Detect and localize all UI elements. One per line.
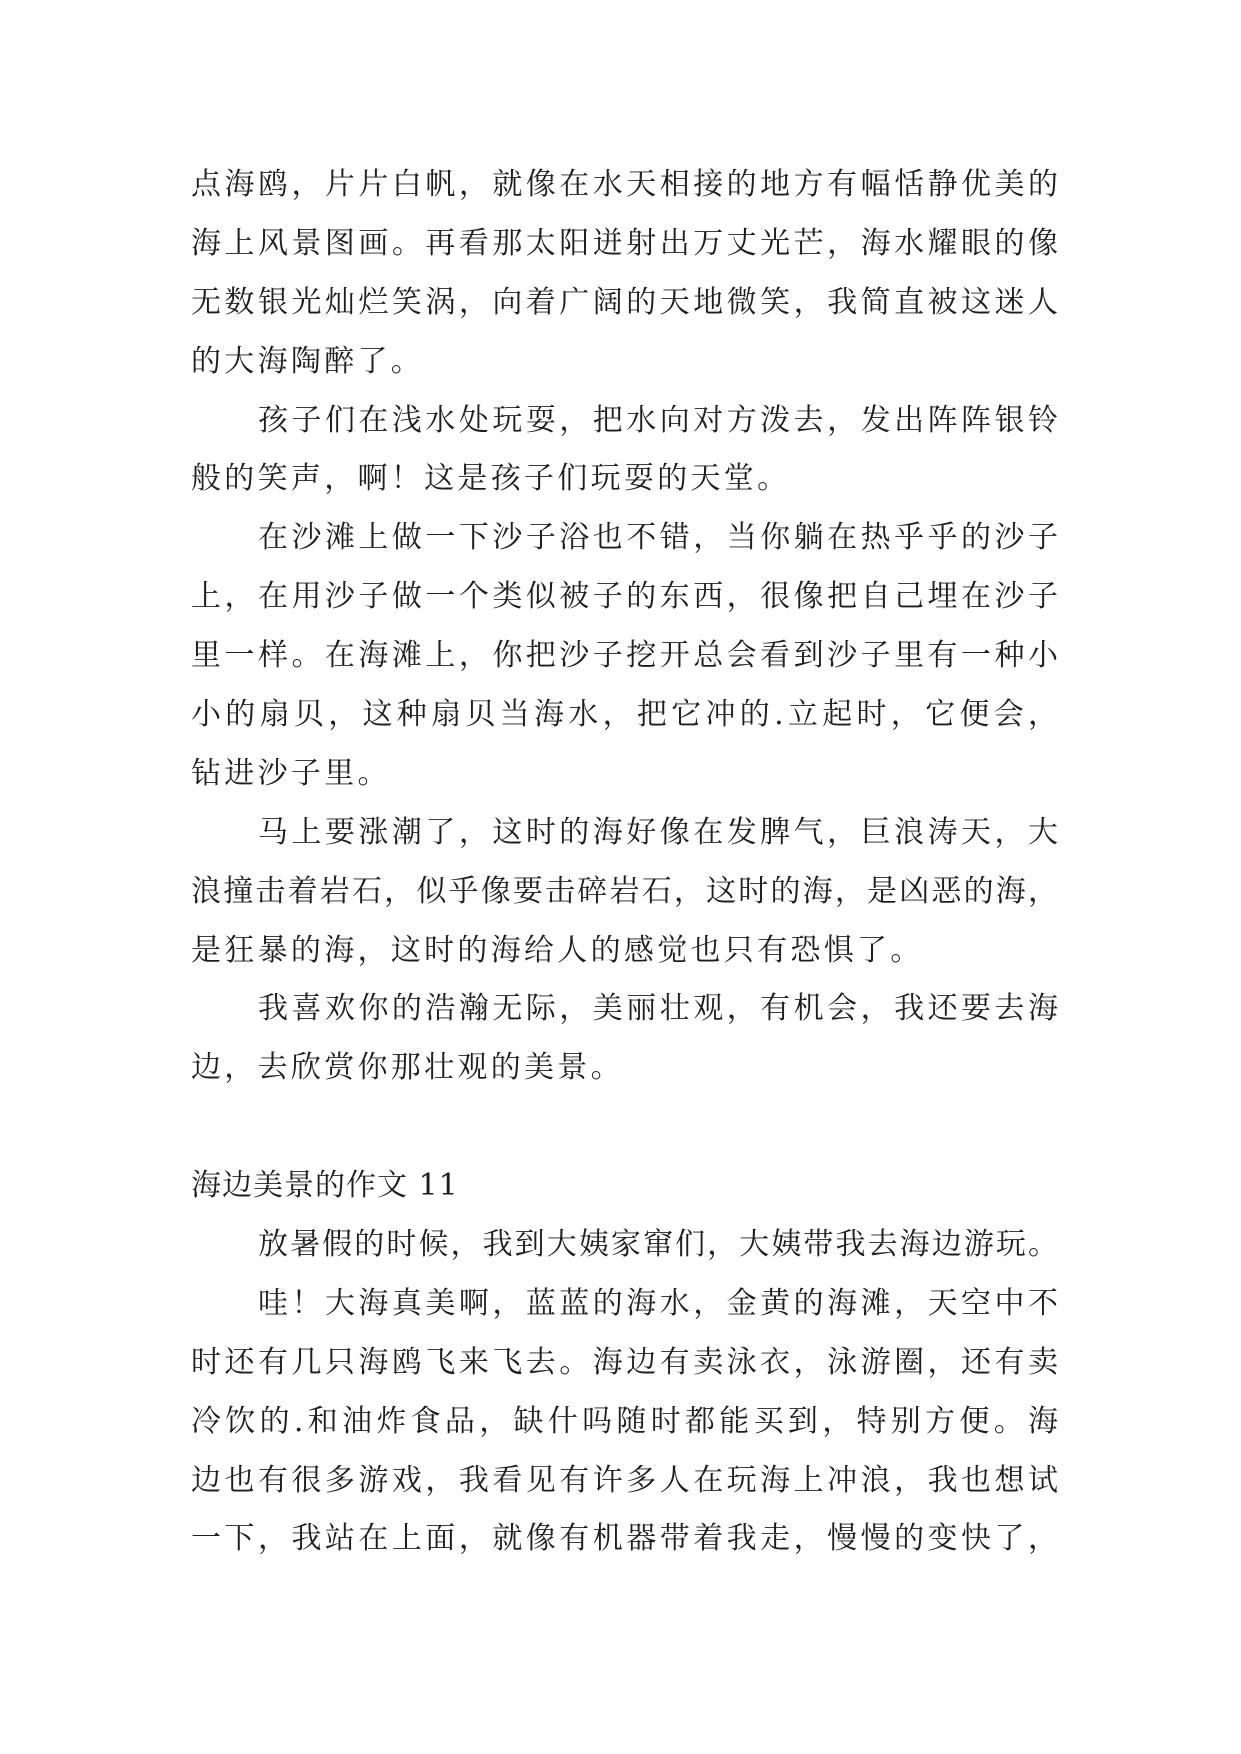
paragraph-line: 放暑假的时候，我到大姨家窜们，大姨带我去海边游玩。 — [258, 1227, 1058, 1263]
paragraph-line: 上，在用沙子做一个类似被子的东西，很像把自己埋在沙子 — [191, 579, 1058, 615]
paragraph-line: 小的扇贝，这种扇贝当海水，把它冲的.立起时，它便会， — [191, 697, 1058, 733]
paragraph-line: 马上要涨潮了，这时的海好像在发脾气，巨浪涛天，大 — [258, 814, 1058, 850]
paragraph — [191, 156, 1058, 392]
section-title: 海边美景的作文 11 — [191, 1168, 459, 1204]
paragraph-line: 冷饮的.和油炸食品，缺什吗随时都能买到，特别方便。海 — [191, 1403, 1058, 1439]
paragraph-line: 时还有几只海鸥飞来飞去。海边有卖泳衣，泳游圈，还有卖 — [191, 1344, 1058, 1380]
paragraph-line: 般的笑声，啊！这是孩子们玩耍的天堂。 — [191, 461, 791, 497]
paragraph — [191, 980, 1058, 1098]
paragraph-line: 我喜欢你的浩瀚无际，美丽壮观，有机会，我还要去海 — [258, 991, 1058, 1027]
paragraph — [191, 1275, 1058, 1569]
paragraph-line: 里一样。在海滩上，你把沙子挖开总会看到沙子里有一种小 — [191, 638, 1058, 674]
paragraph-line: 的大海陶醉了。 — [191, 343, 425, 379]
document-page — [191, 156, 1058, 1569]
paragraph-line: 点海鸥，片片白帆，就像在水天相接的地方有幅恬静优美的 — [191, 167, 1058, 202]
paragraph-line: 浪撞击着岩石，似乎像要击碎岩石，这时的海，是凶恶的海， — [191, 873, 1058, 909]
paragraph-line: 海上风景图画。再看那太阳迸射出万丈光芒，海水耀眼的像 — [191, 225, 1058, 261]
paragraph-line: 钻进沙子里。 — [191, 755, 391, 791]
paragraph — [191, 1216, 1058, 1275]
paragraph-line: 无数银光灿烂笑涡，向着广阔的天地微笑，我简直被这迷人 — [191, 284, 1058, 320]
paragraph — [191, 804, 1058, 981]
paragraph-line: 边，去欣赏你那壮观的美景。 — [191, 1050, 624, 1086]
paragraph-line: 哇！大海真美啊，蓝蓝的海水，金黄的海滩，天空中不 — [258, 1285, 1058, 1321]
paragraph-line: 孩子们在浅水处玩耍，把水向对方泼去，发出阵阵银铃 — [258, 402, 1058, 438]
paragraph-line: 一下，我站在上面，就像有机器带着我走，慢慢的变快了， — [191, 1521, 1058, 1557]
paragraph — [191, 509, 1058, 803]
paragraph-line: 在沙滩上做一下沙子浴也不错，当你躺在热乎乎的沙子 — [258, 520, 1058, 556]
paragraph-line: 边也有很多游戏，我看见有许多人在玩海上冲浪，我也想试 — [191, 1462, 1058, 1498]
paragraph-line: 是狂暴的海，这时的海给人的感觉也只有恐惧了。 — [191, 932, 924, 968]
paragraph — [191, 392, 1058, 510]
